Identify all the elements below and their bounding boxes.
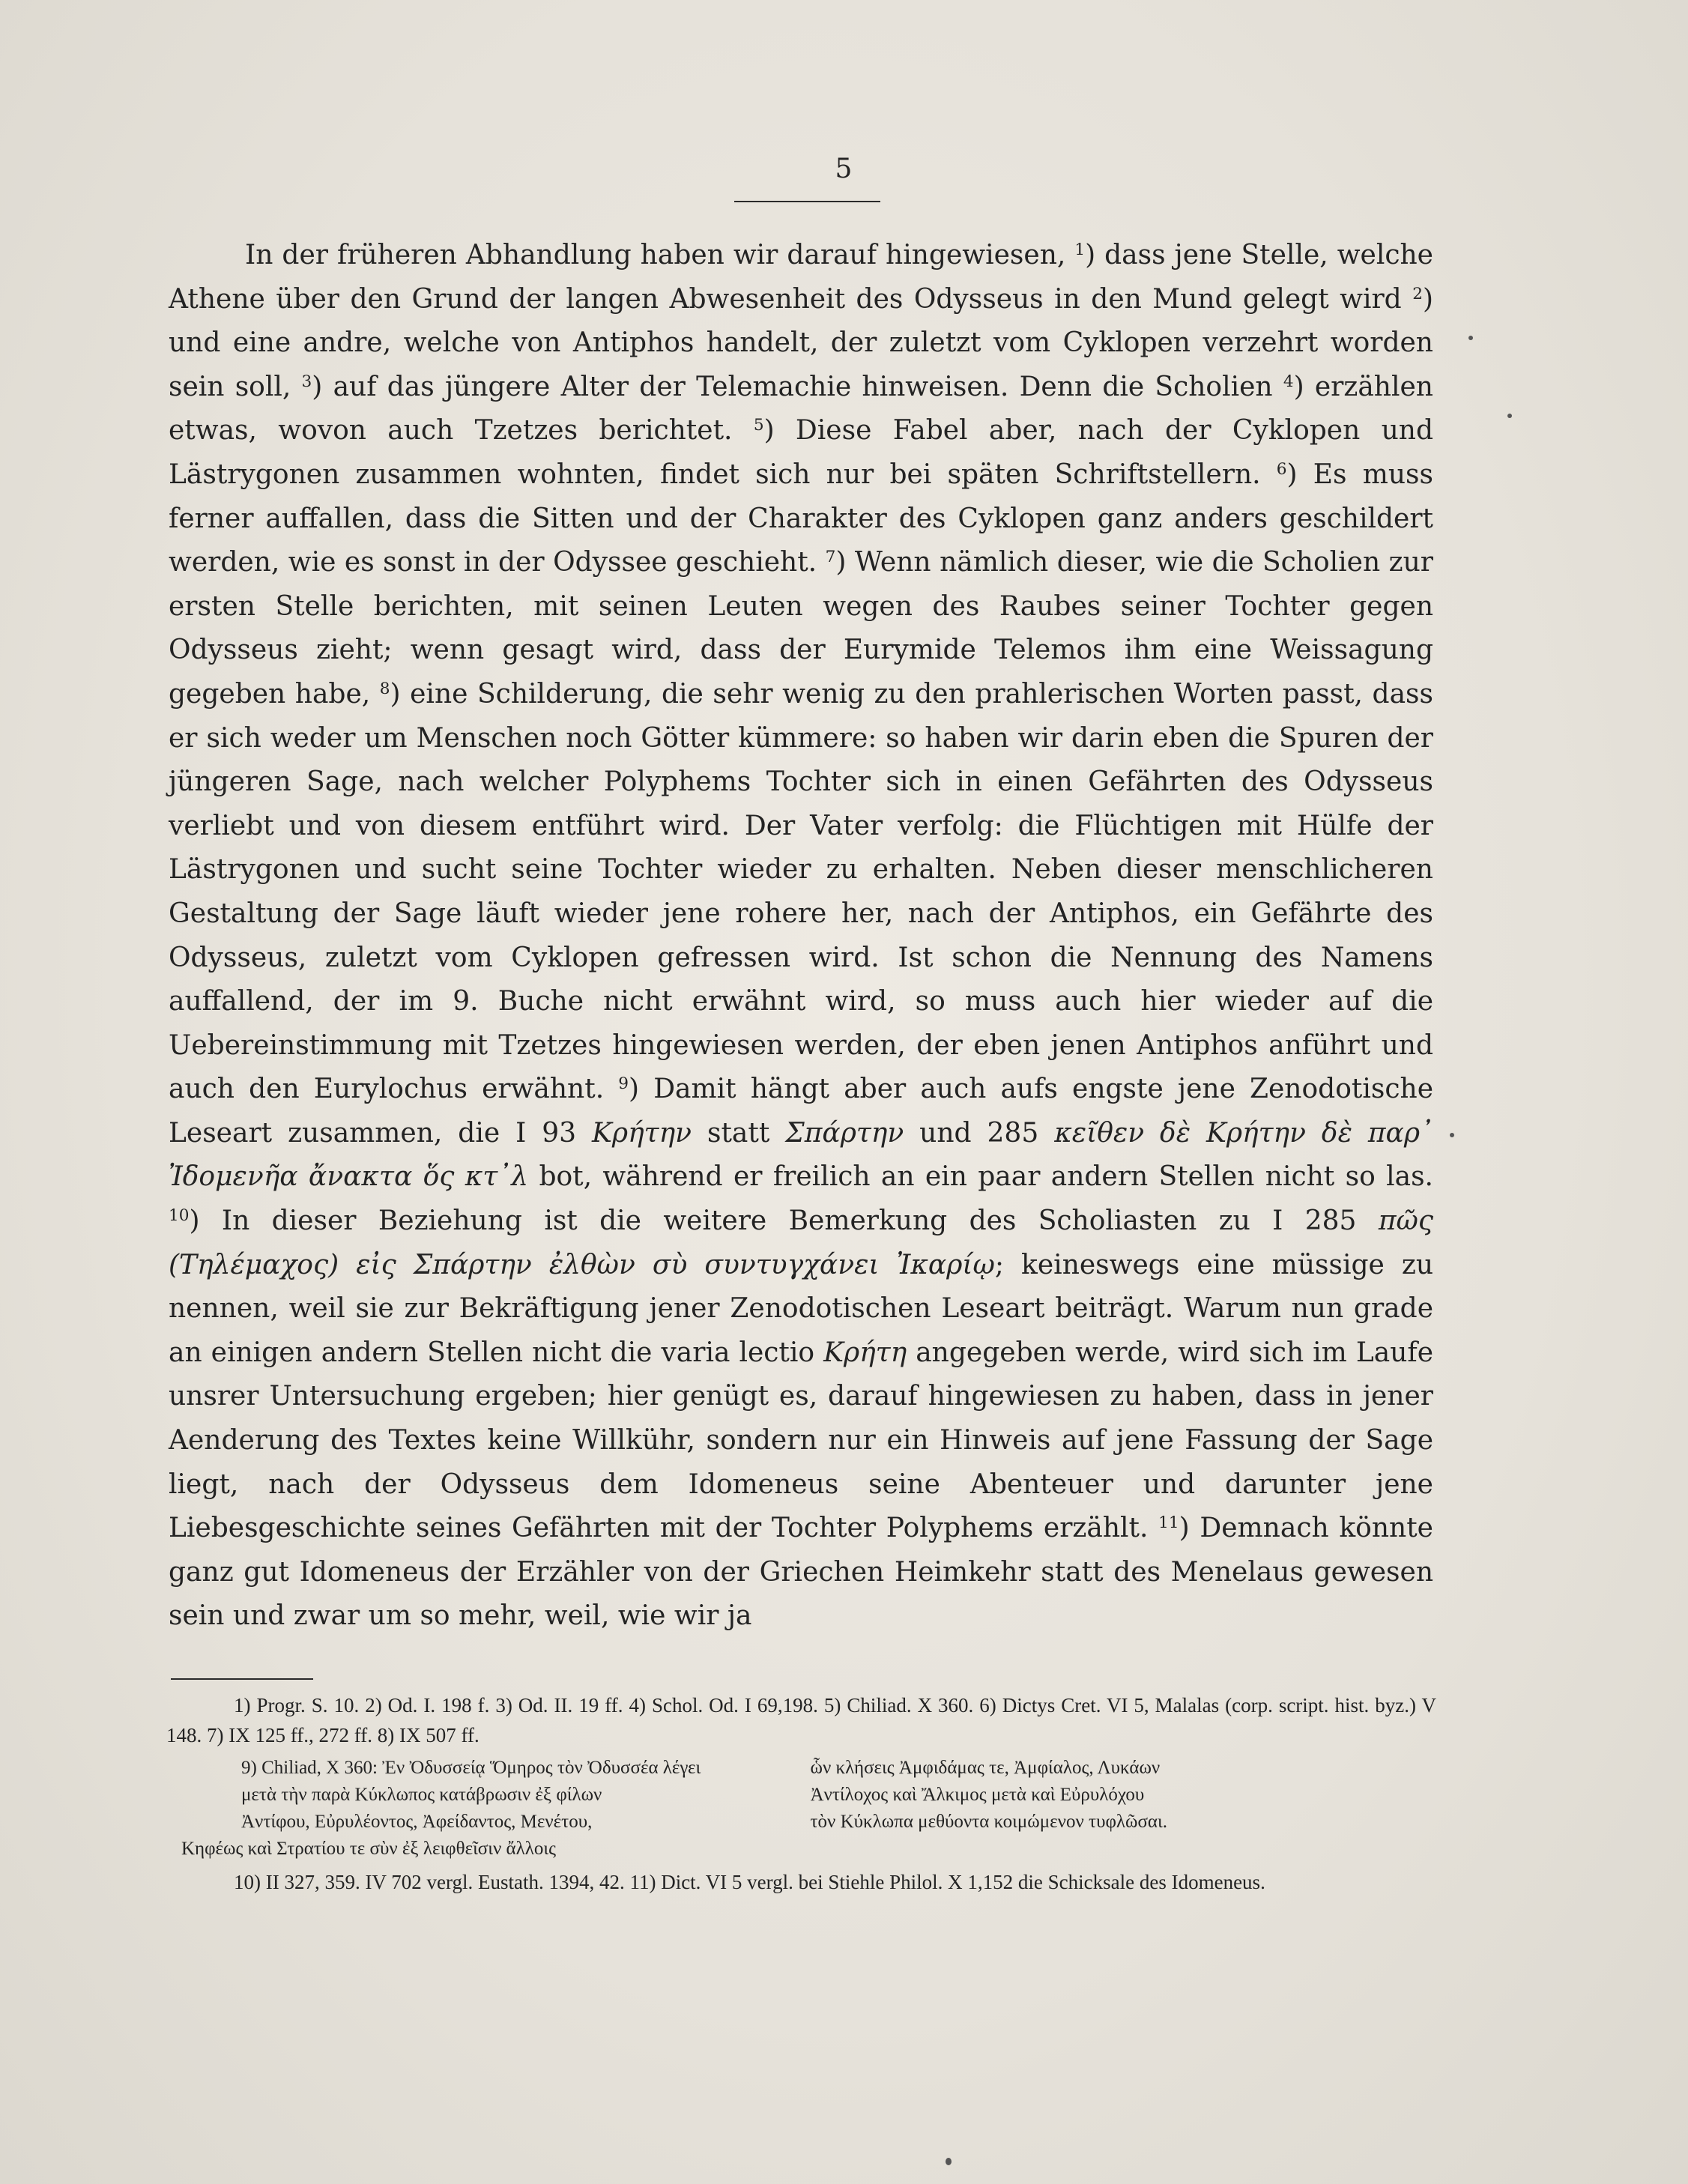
footnote-marker: 3 [301,372,312,391]
text-run: ) Es muss ferner auffallen, dass die Sitten und der Charakter des Cyklopen ganz anders geschildert werden, wie es sonst in der Odyssee geschieht. [169,459,1433,578]
print-speck [1507,414,1512,418]
print-speck [1468,336,1473,340]
text-run: ) Wenn nämlich dieser, wie die Scholien zur ersten Stelle berichten, mit seinen Leuten wegen des Raubes seiner Tochter gegen Odysseus zieht; wenn gesagt wird, dass der Eurymide Telemos ihm eine Weissagung gegeben habe, [169,547,1434,710]
greek-verse-right: τὸν Κύκλωπα μεθύοντα κοιμώμενον τυφλῶσαι. [810,1812,1168,1832]
greek-verse-left: 9) Chiliad, X 360: Ἐν Ὀδυσσείᾳ Ὅμηρος τὸν Ὀδυσσέα λέγει [241,1758,701,1778]
footnote-marker: 10 [169,1206,190,1226]
text-run: ) Demnach könnte ganz gut Idomeneus der Erzähler von der Griechen Heimkehr statt des Menelaus gewesen sein und zwar um so mehr, weil, wie wir ja [169,1513,1433,1632]
footnote-marker: 1 [1074,241,1086,260]
greek-word: Κρήτην [592,1117,692,1149]
text-run: statt [692,1117,786,1149]
print-speck [946,2158,952,2165]
text-run: ) und eine andre, welche von Antiphos handelt, der zuletzt vom Cyklopen verzehrt worden sein soll, [169,283,1433,402]
greek-phrase: κεῖθεν δὲ Κρήτην δὲ παρ᾽ Ἰδομενῆα ἄνακτα ὅς κτ᾽λ [169,1117,1433,1193]
greek-verse-right: ὧν κλήσεις Ἀμφιδάμας τε, Ἀμφίαλος, Λυκάων [810,1758,1161,1778]
footnote-marker: 2 [1412,284,1423,303]
text-run: ; keineswegs eine müssige zu nennen, weil sie zur Bekräftigung jener Zenodotischen Leseart beiträgt. Warum nun grade an einigen andern Stellen nicht die varia lectio [169,1249,1434,1368]
footnote-marker: 8 [379,680,390,699]
footnote-marker: 11 [1158,1513,1179,1533]
greek-verse-left: Ἀντίφου, Εὐρυλέοντος, Ἀφείδαντος, Μενέτου, [241,1812,593,1832]
text-run: und 285 [904,1117,1055,1149]
text-run: ) auf das jüngere Alter der Telemachie hinweisen. Denn die Scholien [312,371,1283,402]
footnote-marker: 4 [1283,372,1294,391]
footnote-marker: 7 [825,548,836,567]
text-run: ) In dieser Beziehung ist die weitere Bemerkung des Scholiasten zu I 285 [189,1206,1379,1237]
greek-phrase: πῶς (Τηλέμαχος) εἰς Σπάρτην ἐλθὼν σὺ συντυγχάνει Ἰκαρίῳ [169,1206,1433,1280]
text-run: ) Diese Fabel aber, nach der Cyklopen und Lästrygonen zusammen wohnten, findet sich nur bei späten Schriftstellern. [169,415,1434,490]
text-run: ) Damit hängt aber auch aufs engste jene Zenodotische Leseart zusammen, die I 93 [169,1074,1433,1149]
text-run: ) eine Schilderung, die sehr wenig zu den prahlerischen Worten passt, dass er sich weder um Menschen noch Götter kümmere: so haben wir darin eben die Spuren der jüngeren Sage, nach welcher Polyphems Tochter sich in einen Gefährten des Odysseus verliebt und von diesem entführt wird. Der Vater verfolg: die Flüchtigen mit Hülfe der Lästrygonen und sucht seine Tochter wieder zu erhalten. Neben dieser menschlicheren Gestaltung der Sage läuft wieder jene rohere her, nach der Antiphos, ein Gefährte des Odysseus, zuletzt vom Cyklopen gefressen wird. Ist schon die Nennung des Namens auffallend, der im 9. Buche nicht erwähnt wird, so muss auch hier wieder auf die Uebereinstimmung mit Tzetzes hingewiesen werden, der eben jenen Antiphos anführt und auch den Eurylochus erwähnt. [169,678,1433,1105]
footnote-rule [171,1678,313,1680]
main-paragraph [169,234,1433,1639]
text-run: ) dass jene Stelle, welche Athene über den Grund der langen Abwesenheit des Odysseus in den Mund gelegt wird [169,240,1433,315]
text-run: In der früheren Abhandlung haben wir darauf hingewiesen, [245,240,1075,270]
text-run: bot, während er freilich an ein paar andern Stellen nicht so las. [528,1161,1433,1193]
footnote-marker: 5 [753,416,764,435]
text-run: angegeben werde, wird sich im Laufe unsrer Untersuchung ergeben; hier genügt es, darauf hingewiesen zu haben, dass in jener Aenderung des Textes keine Willkühr, sondern nur ein Hinweis auf jene Fassung der Sage liegt, nach der Odysseus dem Idomeneus seine Abenteuer und darunter jene Liebesgeschichte seines Gefährten mit der Tochter Polyphems erzählt. [169,1337,1434,1544]
footnote-9-greek-quote [166,1755,1436,1863]
print-speck [1450,1133,1454,1137]
greek-verse-right: Ἀντίλοχος καὶ Ἄλκιμος μετὰ καὶ Εὐρυλόχου [810,1785,1145,1805]
greek-verse-right [811,1836,1437,1863]
header-rule [734,201,880,202]
footnotes [166,1690,1436,1902]
footnote-marker: 9 [618,1074,629,1094]
greek-verse-left: μετὰ τὴν παρὰ Κύκλωπος κατάβρωσιν ἐξ φίλων [241,1785,602,1805]
greek-word: Σπάρτην [785,1117,904,1149]
greek-word: Κρήτη [823,1337,907,1368]
footnotes-10-11: 10) II 327, 359. IV 702 vergl. Eustath. 1394, 42. 11) Dict. VI 5 vergl. bei Stiehle Philol. X 1,152 die Schicksale des Idomeneus. [234,1871,1265,1893]
page-number: 5 [835,154,853,184]
footnote-marker: 6 [1276,460,1287,480]
text-run: ) erzählen etwas, wovon auch Tzetzes berichtet. [169,371,1433,447]
greek-verse-left: Κηφέως καὶ Στρατίου τε σὺν ἐξ λειφθεῖσιν ἄλλοις [181,1839,557,1859]
footnotes-1-8: 1) Progr. S. 10. 2) Od. I. 198 f. 3) Od. II. 19 ff. 4) Schol. Od. I 69,198. 5) Chiliad. X 360. 6) Dictys Cret. VI 5, Malalas (corp. script. hist. byz.) V 148. 7) IX 125 ff., 272 ff. 8) IX 507 ff. [166,1694,1436,1746]
